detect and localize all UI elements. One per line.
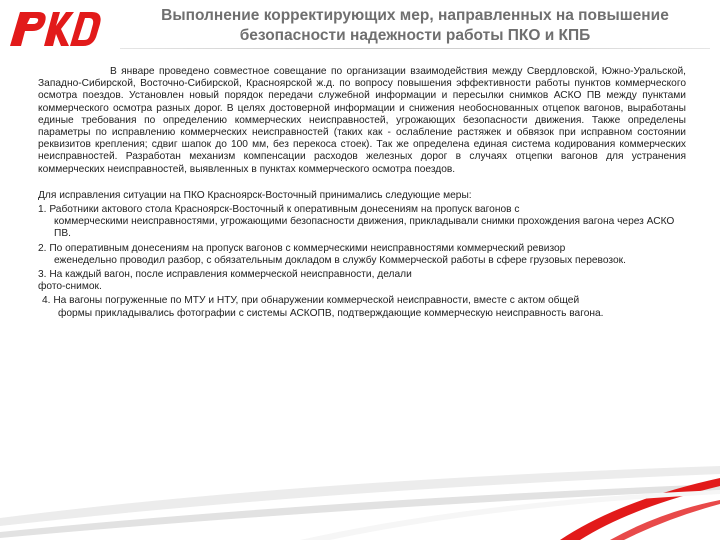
measure-item-2-first: 2. По оперативным донесениям на пропуск вагонов с коммерческими неисправностями коммерческий ревизор (38, 242, 566, 254)
footer-decoration (0, 460, 720, 540)
title-line-2: безопасности надежности работы ПКО и КПБ (239, 27, 591, 44)
title-divider (120, 48, 710, 49)
slide-body (38, 66, 686, 320)
measure-item-3-rest: фото-снимок. (38, 281, 102, 293)
measure-item-3-first: 3. На каждый вагон, после исправления коммерческой неисправности, делали (38, 269, 412, 281)
measures-intro: Для исправления ситуации на ПКО Красноярск-Восточный принимались следующие меры: (38, 189, 472, 201)
measure-item-4-first: 4. На вагоны погруженные по МТУ и НТУ, при обнаружении коммерческой неисправности, вместе с актом общей (42, 295, 580, 307)
measure-item-4-rest: формы прикладывались фотографии с системы АСКОПВ, подтверждающие коммерческую неисправность вагона. (58, 307, 604, 319)
title-line-1: Выполнение корректирующих мер, направленных на повышение (161, 7, 669, 24)
measure-item-3 (38, 269, 686, 293)
rzd-logo (4, 6, 104, 50)
measure-item-1-first: 1. Работники актового стола Красноярск-Восточный к оперативным донесениям на пропуск вагонов с (38, 204, 520, 216)
intro-paragraph: В январе проведено совместное совещание по организации взаимодействия между Свердловской, Южно-Уральской, Западно-Сибирской, Восточно-Сибирской, Красноярской ж.д. по вопросу повышения эффективности работы пунктов коммерческого осмотра поездов. Установлен новый порядок передачи служебной информации и пересылки снимков АСКО ПВ между пунктами коммерческого осмотра разных дорог. В целях достоверной информации и снижения необоснованных отцепок вагонов, выработаны единые требования по определению коммерческих неисправностей, угрожающих безопасности движения. Также определены параметры по исправлению коммерческих неисправностей (таких как - ослабление растяжек и обвязок при исправном состоянии реквизитов крепления; сдвиг шапок до 100 мм, без перекоса стоек). Так же определена единая система кодирования коммерческих неисправностей. Разработан механизм компенсации расходов железных дорог в случаях отцепки вагонов для устранения коммерческих неисправностей, выявленных в пунктах коммерческого осмотра поездов. (38, 66, 686, 175)
measure-item-1-rest: коммерческими неисправностями, угрожающими безопасности движения, прикладывали снимки прохождения вагона через АСКО ПВ. (54, 216, 675, 240)
measure-item-2 (38, 243, 686, 267)
measure-item-4 (38, 295, 686, 319)
measure-item-1 (38, 204, 686, 241)
measure-item-2-rest: еженедельно проводил разбор, с обязательным докладом в службу Коммерческой работы в сфере грузовых перевозок. (54, 254, 626, 266)
page-title (120, 6, 710, 46)
